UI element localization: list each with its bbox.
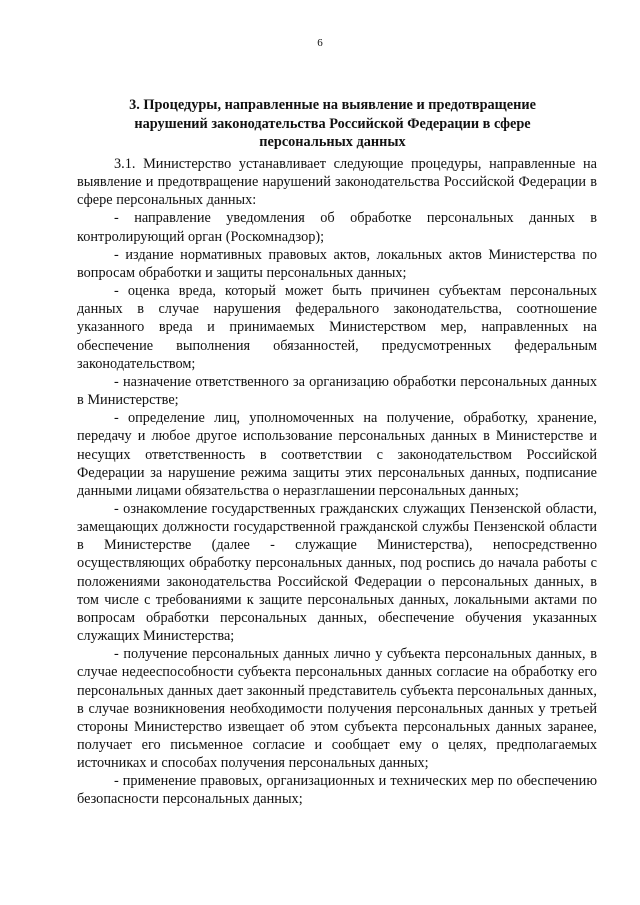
- list-item: - оценка вреда, который может быть причинен субъектам персональных данных в случае нарушения федерального законодательства, соотношение указанного вреда и принимаемых Министерством мер, направленных на обеспечение выполнения обязанностей, предусмотренных федеральным законодательством;: [77, 283, 597, 372]
- list-item: - назначение ответственного за организацию обработки персональных данных в Министерстве;: [77, 373, 597, 409]
- document-body: [77, 155, 597, 809]
- list-item: - издание нормативных правовых актов, локальных актов Министерства по вопросам обработки и защиты персональных данных;: [77, 246, 597, 281]
- list-item: - применение правовых, организационных и технических мер по обеспечению безопасности персональных данных;: [77, 773, 597, 808]
- list-item: - направление уведомления об обработке персональных данных в контролирующий орган (Роскомнадзор);: [77, 210, 597, 245]
- list-item: - ознакомление государственных гражданских служащих Пензенской области, замещающих должности государственной гражданской службы Пензенской области в Министерстве (далее - служащие Министерства), непосредственно осуществляющих обработку персональных данных, под роспись до начала работы с положениями законодательства Российской Федерации о персональных данных, в том числе с требованиями к защите персональных данных, локальными актами по вопросам обработки персональных данных, обеспечение обучения указанных служащих Министерства;: [77, 500, 597, 645]
- list-item: - определение лиц, уполномоченных на получение, обработку, хранение, передачу и любое другое использование персональных данных в Министерстве и несущих ответственность в соответствии с законодательством Российской Федерации за нарушение режима защиты этих персональных данных, подписание данными лицами обязательства о неразглашении персональных данных;: [77, 410, 597, 499]
- paragraph-intro: 3.1. Министерство устанавливает следующие процедуры, направленные на выявление и предотвращение нарушений законодательства Российской Федерации в сфере персональных данных:: [77, 156, 597, 209]
- page-number: 6: [317, 37, 323, 49]
- section-title: 3. Процедуры, направленные на выявление и предотвращение нарушений законодательства Российской Федерации в сфере персональных данных: [129, 97, 536, 150]
- list-item: - получение персональных данных лично у субъекта персональных данных, в случае недееспособности субъекта персональных данных согласие на обработку его персональных данных дает законный представитель субъекта персональных данных, в случае возникновения необходимости получения персональных данных у третьей стороны Министерство извещает об этом субъекта персональных данных заранее, получает его письменное согласие и сообщает ему о целях, предполагаемых источниках и способах получения персональных данных;: [77, 646, 597, 772]
